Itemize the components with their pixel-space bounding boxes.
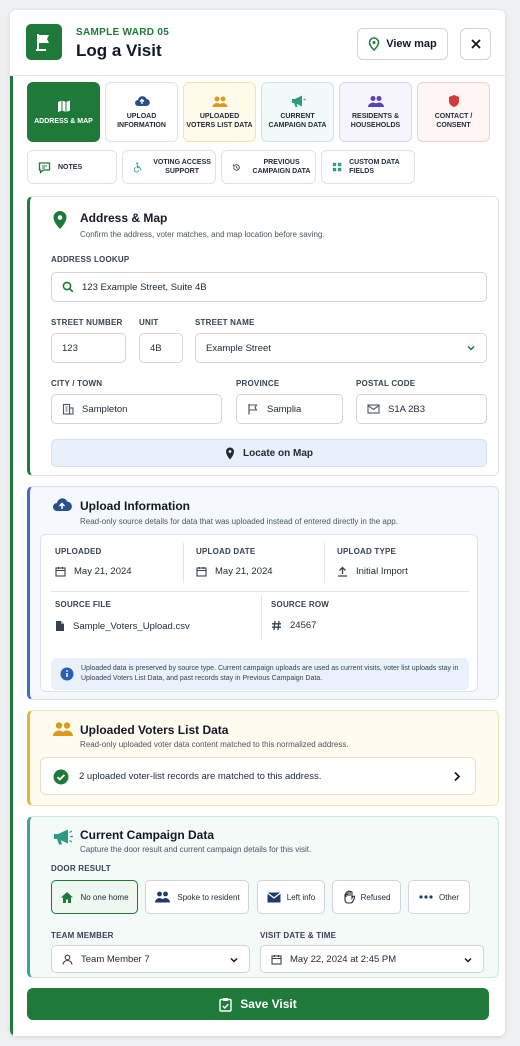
mail-icon: [267, 892, 281, 903]
calendar-icon: [196, 566, 207, 577]
door-result-label: Spoke to resident: [177, 892, 240, 902]
tab-address-map[interactable]: [27, 82, 100, 142]
street-number-label: STREET NUMBER: [51, 318, 123, 327]
door-result-no-one-home[interactable]: [51, 880, 138, 914]
file-icon: [55, 620, 65, 632]
accessibility-icon: [133, 160, 142, 174]
save-visit-button[interactable]: [27, 988, 489, 1020]
source-row-value: [271, 620, 316, 631]
section-subtitle: Read-only source details for data that was uploaded instead of entered directly in the app.: [80, 517, 398, 526]
upload-date-value: [196, 566, 273, 577]
chevron-down-icon: [229, 955, 239, 965]
upload-details-panel: [40, 534, 478, 692]
megaphone-icon: [52, 828, 74, 846]
source-file-value: [55, 620, 190, 632]
cloud-upload-icon: [134, 94, 150, 108]
locate-label: Locate on Map: [242, 447, 313, 459]
address-map-section: [27, 196, 499, 476]
postal-code-value: S1A 2B3: [388, 403, 425, 415]
door-result-label: Other: [438, 892, 459, 902]
tab-label: NOTES: [58, 163, 83, 171]
unit-value: 4B: [150, 342, 162, 354]
upload-icon: [337, 566, 348, 577]
home-icon: [60, 891, 74, 904]
current-campaign-section: [27, 816, 499, 978]
more-icon: [419, 895, 433, 899]
address-lookup-label: ADDRESS LOOKUP: [51, 255, 130, 264]
source-row-label: SOURCE ROW: [271, 600, 329, 609]
ward-label: SAMPLE WARD 05: [76, 27, 170, 38]
street-number-input[interactable]: [51, 333, 126, 363]
section-title: Upload Information: [80, 499, 190, 513]
search-icon: [62, 281, 74, 293]
people-icon: [52, 721, 74, 737]
people-icon: [154, 891, 171, 903]
tab-label: RESIDENTS & HOUSEHOLDS: [350, 112, 401, 129]
province-label: PROVINCE: [236, 379, 280, 388]
uploaded-label: UPLOADED: [55, 547, 102, 556]
tab-voting-access[interactable]: [122, 150, 216, 184]
tab-label: CURRENT CAMPAIGN DATA: [268, 113, 327, 129]
upload-information-section: [27, 486, 499, 700]
section-title: Address & Map: [80, 211, 168, 225]
divider: [183, 543, 184, 583]
tab-current-campaign[interactable]: [261, 82, 334, 142]
chevron-right-icon: [453, 771, 461, 782]
divider: [324, 543, 325, 583]
tab-notes[interactable]: [27, 150, 117, 184]
section-subtitle: Read-only uploaded voter data content matched to this normalized address.: [80, 740, 349, 749]
view-map-label: View map: [386, 38, 437, 50]
calendar-icon: [271, 954, 282, 965]
province-value: Samplia: [267, 403, 302, 415]
tab-contact-consent[interactable]: [417, 82, 490, 142]
unit-input[interactable]: [139, 333, 183, 363]
street-name-value: Example Street: [206, 342, 271, 354]
divider: [261, 595, 262, 639]
tab-previous-campaign[interactable]: [221, 150, 316, 184]
city-label: CITY / TOWN: [51, 379, 103, 388]
door-result-label: DOOR RESULT: [51, 864, 111, 873]
upload-type-text: Initial Import: [356, 566, 408, 577]
map-pin-icon: [225, 447, 235, 460]
street-number-value: 123: [62, 342, 78, 354]
source-row-text: 24567: [290, 620, 317, 631]
user-icon: [62, 954, 73, 965]
location-pin-icon: [52, 210, 68, 230]
section-title: Uploaded Voters List Data: [80, 723, 229, 737]
tab-custom-fields[interactable]: [321, 150, 415, 184]
mail-icon: [367, 404, 380, 414]
chevron-down-icon: [463, 955, 473, 965]
street-name-label: STREET NAME: [195, 318, 255, 327]
locate-on-map-button[interactable]: [51, 439, 487, 467]
tab-label: CUSTOM DATA FIELDS: [349, 159, 400, 175]
tab-label: UPLOADED VOTERS LIST DATA: [186, 112, 253, 129]
tab-label: ADDRESS & MAP: [34, 117, 93, 125]
view-map-button[interactable]: [357, 28, 448, 60]
tab-label: PREVIOUS CAMPAIGN DATA: [252, 159, 311, 175]
door-result-label: Left info: [286, 892, 316, 902]
calendar-icon: [55, 566, 66, 577]
source-file-text: Sample_Voters_Upload.csv: [73, 620, 190, 632]
cloud-upload-icon: [52, 497, 72, 513]
upload-info-note: [51, 658, 469, 690]
tab-uploaded-voters[interactable]: [183, 82, 256, 142]
upload-type-label: UPLOAD TYPE: [337, 547, 397, 556]
grid-icon: [332, 161, 342, 173]
uploaded-date-text: May 21, 2024: [74, 566, 132, 577]
info-icon: [60, 667, 74, 681]
uploaded-value: [55, 566, 132, 577]
header: [10, 10, 505, 76]
postal-code-label: POSTAL CODE: [356, 379, 416, 388]
hand-stop-icon: [343, 890, 355, 904]
address-lookup-value: 123 Example Street, Suite 4B: [82, 281, 207, 293]
door-result-other[interactable]: [408, 880, 470, 914]
door-result-left-info[interactable]: [257, 880, 325, 914]
close-button[interactable]: [460, 28, 491, 60]
megaphone-icon: [290, 94, 306, 108]
province-input[interactable]: [236, 394, 343, 424]
door-result-label: Refused: [360, 892, 391, 902]
progress-rail: [10, 76, 13, 1036]
upload-date-text: May 21, 2024: [215, 566, 273, 577]
check-circle-icon: [53, 769, 69, 785]
tab-label: UPLOAD INFORMATION: [117, 113, 166, 129]
visit-panel: [10, 10, 505, 1036]
visit-date-label: VISIT DATE & TIME: [260, 931, 337, 940]
visit-date-value: May 22, 2024 at 2:45 PM: [290, 953, 397, 965]
team-member-select[interactable]: [51, 945, 250, 973]
voter-match-text: 2 uploaded voter-list records are matched to this address.: [79, 771, 322, 782]
page-title: Log a Visit: [76, 41, 162, 60]
map-icon: [57, 99, 71, 113]
hash-icon: [271, 620, 282, 631]
note-text: Uploaded data is preserved by source type. Current campaign uploads are used as current visits, voter list uploads stay in Uploaded Voters List Data, and past records stay in Previous Campaign Data.: [81, 665, 459, 682]
tab-upload-information[interactable]: [105, 82, 178, 142]
tab-residents-households[interactable]: [339, 82, 412, 142]
source-file-label: SOURCE FILE: [55, 600, 111, 609]
tab-label: CONTACT / CONSENT: [434, 113, 473, 129]
shield-icon: [448, 94, 460, 108]
upload-type-value: [337, 566, 408, 577]
door-result-spoke-to-resident[interactable]: [145, 880, 249, 914]
visit-date-input[interactable]: [260, 945, 484, 973]
tab-label: VOTING ACCESS SUPPORT: [153, 159, 211, 175]
voter-match-row[interactable]: [40, 757, 476, 795]
section-subtitle: Confirm the address, voter matches, and map location before saving.: [80, 230, 325, 239]
people-icon: [212, 95, 228, 108]
unit-label: UNIT: [139, 318, 159, 327]
chat-icon: [38, 161, 51, 174]
door-result-label: No one home: [80, 892, 129, 902]
building-icon: [62, 403, 74, 415]
door-result-refused[interactable]: [332, 880, 401, 914]
divider: [51, 591, 469, 592]
history-icon: [232, 161, 241, 174]
map-pin-icon: [368, 37, 380, 51]
clipboard-check-icon: [219, 997, 232, 1012]
flag-logo-icon: [26, 24, 62, 60]
address-lookup-input[interactable]: [51, 272, 487, 302]
close-icon: [470, 38, 482, 50]
postal-code-input[interactable]: [356, 394, 487, 424]
chevron-down-icon: [466, 343, 476, 353]
street-name-select[interactable]: [195, 333, 487, 363]
group-icon: [367, 95, 385, 108]
city-value: Sampleton: [82, 403, 128, 415]
section-title: Current Campaign Data: [80, 828, 215, 842]
save-visit-label: Save Visit: [240, 997, 297, 1011]
team-member-label: TEAM MEMBER: [51, 931, 114, 940]
section-subtitle: Capture the door result and current campaign details for this visit.: [80, 845, 312, 854]
city-input[interactable]: [51, 394, 222, 424]
flag-icon: [247, 403, 259, 415]
uploaded-voters-section: [27, 710, 499, 806]
upload-date-label: UPLOAD DATE: [196, 547, 256, 556]
team-member-value: Team Member 7: [81, 953, 150, 965]
